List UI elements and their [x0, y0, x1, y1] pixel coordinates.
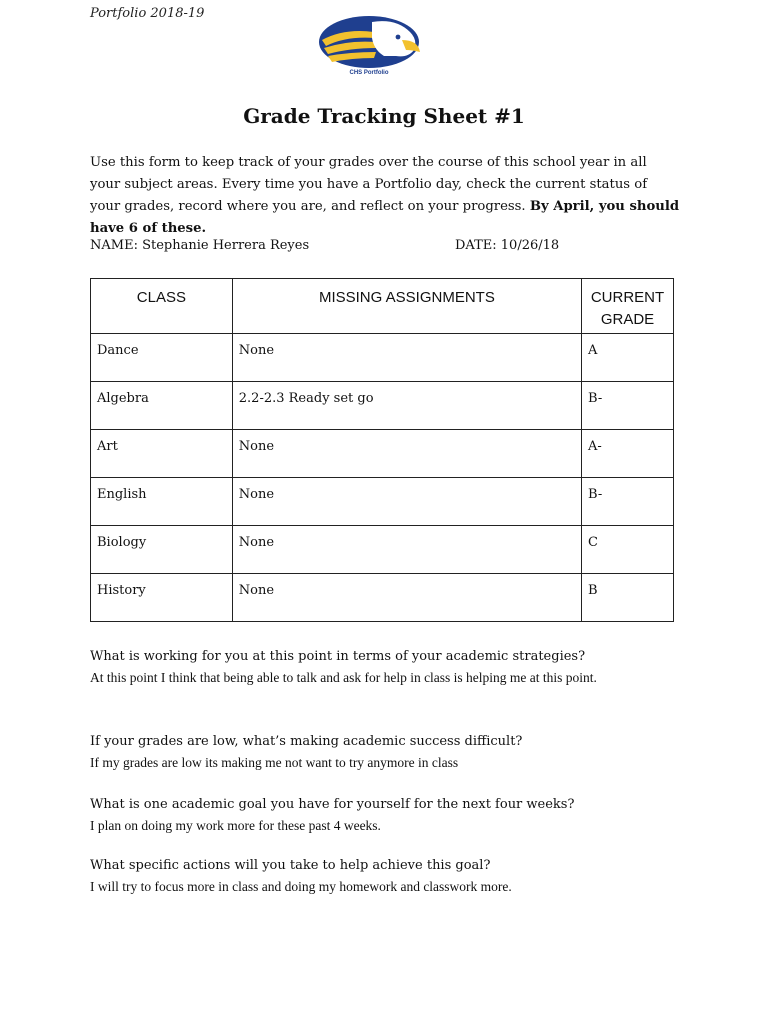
class-cell: Biology [91, 526, 233, 574]
reflection-block-1 [90, 646, 680, 688]
intro-paragraph [90, 152, 680, 240]
class-cell: History [91, 574, 233, 622]
reflection-block-4 [90, 855, 680, 897]
reflection-answer: If my grades are low its making me not want to try anymore in class [90, 755, 459, 770]
table-row [91, 430, 674, 478]
grade-cell: A [582, 334, 674, 382]
table-header-row [91, 279, 674, 334]
header-class: CLASS [91, 279, 233, 334]
reflection-question: What is working for you at this point in terms of your academic strategies? [90, 649, 586, 664]
reflection-block-2 [90, 731, 680, 773]
reflection-question: If your grades are low, what’s making academic success difficult? [90, 734, 523, 749]
table-row [91, 334, 674, 382]
intro-emphasis: By April, you should have 6 of these. [90, 199, 680, 236]
missing-cell: None [232, 526, 581, 574]
grade-table [90, 278, 674, 622]
reflection-answer: I plan on doing my work more for these past 4 weeks. [90, 818, 381, 833]
reflection-question: What is one academic goal you have for yourself for the next four weeks? [90, 797, 575, 812]
missing-cell: None [232, 574, 581, 622]
class-cell: English [91, 478, 233, 526]
class-cell: Algebra [91, 382, 233, 430]
sheet-date: DATE: 10/26/18 [455, 238, 560, 253]
page-title: Grade Tracking Sheet #1 [243, 104, 525, 128]
portfolio-year-label: Portfolio 2018-19 [90, 6, 205, 21]
reflection-block-3 [90, 794, 680, 836]
grade-cell: B- [582, 382, 674, 430]
reflection-answer: At this point I think that being able to talk and ask for help in class is helping me at this point. [90, 670, 597, 685]
logo-caption: CHS Portfolio [349, 70, 389, 76]
missing-cell: None [232, 430, 581, 478]
missing-cell: None [232, 478, 581, 526]
table-row [91, 526, 674, 574]
table-row [91, 478, 674, 526]
missing-cell: 2.2-2.3 Ready set go [232, 382, 581, 430]
student-name: NAME: Stephanie Herrera Reyes [90, 238, 310, 253]
reflection-answer: I will try to focus more in class and doing my homework and classwork more. [90, 879, 512, 894]
table-row [91, 382, 674, 430]
class-cell: Art [91, 430, 233, 478]
missing-cell: None [232, 334, 581, 382]
class-cell: Dance [91, 334, 233, 382]
grade-cell: B- [582, 478, 674, 526]
header-missing-assignments: MISSING ASSIGNMENTS [232, 279, 581, 334]
grade-cell: A- [582, 430, 674, 478]
grade-cell: C [582, 526, 674, 574]
intro-text: Use this form to keep track of your grades over the course of this school year in all your subject areas. Every time you have a Portfolio day, check the current status of your grades, record where you are, and reflect on your progress. [90, 155, 648, 214]
grade-cell: B [582, 574, 674, 622]
reflection-question: What specific actions will you take to help achieve this goal? [90, 858, 491, 873]
table-row [91, 574, 674, 622]
header-current-grade: CURRENT GRADE [582, 279, 674, 334]
